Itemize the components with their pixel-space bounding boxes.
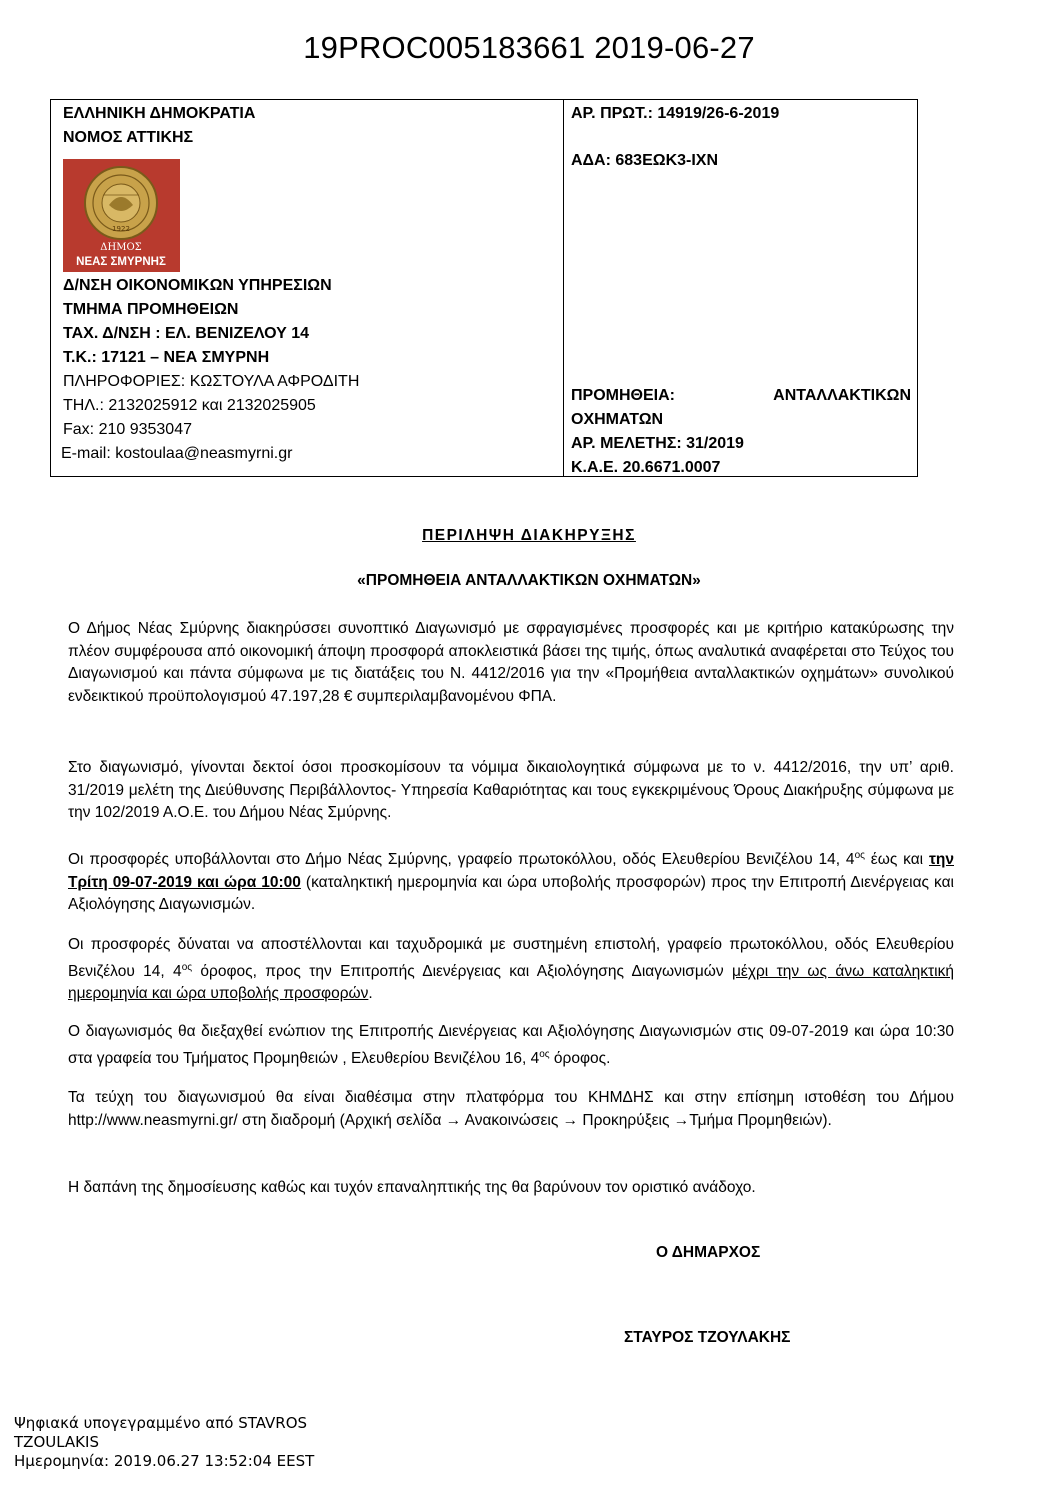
phone: ΤΗΛ.: 2132025912 και 2132025905 [63, 397, 316, 414]
kae-code: Κ.Α.Ε. 20.6671.0007 [571, 459, 721, 476]
p4-sup: ος [181, 961, 193, 973]
paragraph-7: Η δαπάνη της δημοσίευσης καθώς και τυχόν επαναληπτικής της θα βαρύνουν τον οριστικό ανάδοχο. [68, 1179, 756, 1196]
address: ΤΑΧ. Δ/ΝΣΗ : ΕΛ. ΒΕΝΙΖΕΛΟΥ 14 [63, 325, 310, 342]
document-id: 19PROC005183661 2019-06-27 [303, 30, 755, 65]
p5-text-b: όροφος. [549, 1049, 611, 1067]
document-title: ΠΕΡΙΛΗΨΗ ΔΙΑΚΗΡΥΞΗΣ [422, 527, 636, 544]
info-contact: ΠΛΗΡΟΦΟΡΙΕΣ: ΚΩΣΤΟΥΛΑ ΑΦΡΟΔΙΤΗ [63, 373, 360, 390]
protocol-number: ΑΡ. ΠΡΩΤ.: 14919/26-6-2019 [571, 105, 780, 122]
header-divider [563, 100, 564, 476]
fax: Fax: 210 9353047 [63, 421, 192, 438]
municipality-logo [63, 159, 180, 272]
p5-text-a: Ο διαγωνισμός θα διεξαχθεί ενώπιον της Επιτροπής Διενέργειας και Αξιολόγησης Διαγωνισμών στις 09-07-2019 και ώρα 10:30 στα γραφεία του Τμήματος Προμηθειών , Ελευθερίου Βενιζέλου 16, 4 [68, 1023, 954, 1067]
ada-code: ΑΔΑ: 683ΕΩΚ3-ΙΧΝ [571, 152, 719, 169]
digital-signature-line-2: TZOULAKIS [14, 1433, 99, 1451]
supply-label: ΠΡΟΜΗΘΕΙΑ: [571, 387, 675, 404]
prefecture-name: ΝΟΜΟΣ ΑΤΤΙΚΗΣ [63, 129, 194, 146]
paragraph-1: Ο Δήμος Νέας Σμύρνης διακηρύσσει συνοπτικό Διαγωνισμό με σφραγισμένες προσφορές και με κριτήριο κατακύρωσης την πλέον συμφέρουσα από οικονομική άποψη προσφορά αποκλειστικά βάσει της τιμής, όπως αναλυτικά αναφέρεται στο Τεύχος του Διαγωνισμού και πάντα σύμφωνα με τις διατάξεις του Ν. 4412/2016 για την «Προμήθεια ανταλλακτικών οχημάτων» συνολικού ενδεικτικού προϋπολογισμού 47.197,28 € συμπεριλαμβανομένου ΦΠΑ. [68, 620, 954, 705]
country-name: ΕΛΛΗΝΙΚΗ ΔΗΜΟΚΡΑΤΙΑ [63, 105, 256, 122]
p3-sup: ος [854, 850, 865, 861]
header-box [50, 99, 918, 477]
p4-underlined: μέχρι την ως άνω καταληκτική ημερομηνία και ώρα υποβολής προσφορών [68, 962, 954, 1003]
study-number: ΑΡ. ΜΕΛΕΤΗΣ: 31/2019 [571, 435, 744, 452]
paragraph-5 [68, 1021, 954, 1070]
p3-text-b: έως και [864, 851, 929, 869]
email: E-mail: kostoulaa@neasmyrni.gr [61, 445, 293, 462]
deadline-highlight: την Τρίτη 09-07-2019 και ώρα 10:00 [68, 851, 954, 891]
digital-signature-line-1: Ψηφιακά υπογεγραμμένο από STAVROS [14, 1414, 308, 1432]
supply-word: ΑΝΤΑΛΛΑΚΤΙΚΩΝ [773, 387, 911, 404]
p4-text-c: . [368, 985, 373, 1003]
department: ΤΜΗΜΑ ΠΡΟΜΗΘΕΙΩΝ [63, 301, 239, 318]
paragraph-3 [68, 845, 954, 917]
p4-text-b: όροφος, προς την Επιτροπής Διενέργειας και Αξιολόγησης Διαγωνισμών [192, 962, 732, 980]
paragraph-4 [68, 934, 954, 1006]
document-subtitle: «ΠΡΟΜΗΘΕΙΑ ΑΝΤΑΛΛΑΚΤΙΚΩΝ ΟΧΗΜΑΤΩΝ» [357, 572, 701, 589]
digital-signature-line-3: Ημερομηνία: 2019.06.27 13:52:04 EEST [14, 1452, 315, 1470]
p3-text-a: Οι προσφορές υποβάλλονται στο Δήμο Νέας Σμύρνης, γραφείο πρωτοκόλλου, οδός Ελευθερίου Βενιζέλου 14, 4 [68, 851, 855, 869]
p4-text-a: Οι προσφορές δύναται να αποστέλλονται και ταχυδρομικά με συστημένη επιστολή, γραφείο πρωτοκόλλου, οδός Ελευθερίου Βενιζέλου 14, 4 [68, 936, 954, 980]
seal-icon [63, 159, 180, 272]
supply-line-2: ΟΧΗΜΑΤΩΝ [571, 411, 664, 428]
logo-text-nea-smyrni: ΝΕΑΣ ΣΜΥΡΝΗΣ [76, 256, 166, 268]
digital-signature [14, 1414, 314, 1471]
paragraph-2: Στο διαγωνισμό, γίνονται δεκτοί όσοι προσκομίσουν τα νόμιμα δικαιολογητικά σύμφωνα με το ν. 4412/2016, την υπ’ αριθ. 31/2019 μελέτη της Διεύθυνσης Περιβάλλοντος- Υπηρεσία Καθαριότητας και τους εγκεκριμένους Όρους Διακήρυξης σύμφωνα με την 102/2019 Α.Ο.Ε. του Δήμου Νέας Σμύρνης. [68, 759, 954, 821]
paragraph-6: Τα τεύχη του διαγωνισμού θα είναι διαθέσιμα στην πλατφόρμα του ΚΗΜΔΗΣ και στην επίσημη ιστοθέση του Δήμου http://www.neasmyrni.gr/ στη διαδρομή (Αρχική σελίδα → Ανακοινώσεις → Προκηρύξεις →Τμήμα Προμηθειών). [68, 1089, 954, 1129]
p5-sup: ος [539, 1048, 550, 1060]
p3-text-c: (καταληκτική ημερομηνία και ώρα υποβολής προσφορών) προς την Επιτροπή Διενέργειας και Αξιολόγησης Διαγωνισμών. [68, 873, 954, 914]
directorate: Δ/ΝΣΗ ΟΙΚΟΝΟΜΙΚΩΝ ΥΠΗΡΕΣΙΩΝ [63, 277, 332, 294]
logo-text-dimos: ΔΗΜΟΣ [100, 242, 142, 253]
signature-name: ΣΤΑΥΡΟΣ ΤΖΟΥΛΑΚΗΣ [624, 1329, 791, 1346]
postcode: Τ.Κ.: 17121 – ΝΕΑ ΣΜΥΡΝΗ [63, 349, 270, 366]
supply-line [571, 385, 911, 407]
signature-role: Ο ΔΗΜΑΡΧΟΣ [656, 1244, 761, 1261]
logo-year: 1922 [112, 225, 130, 233]
